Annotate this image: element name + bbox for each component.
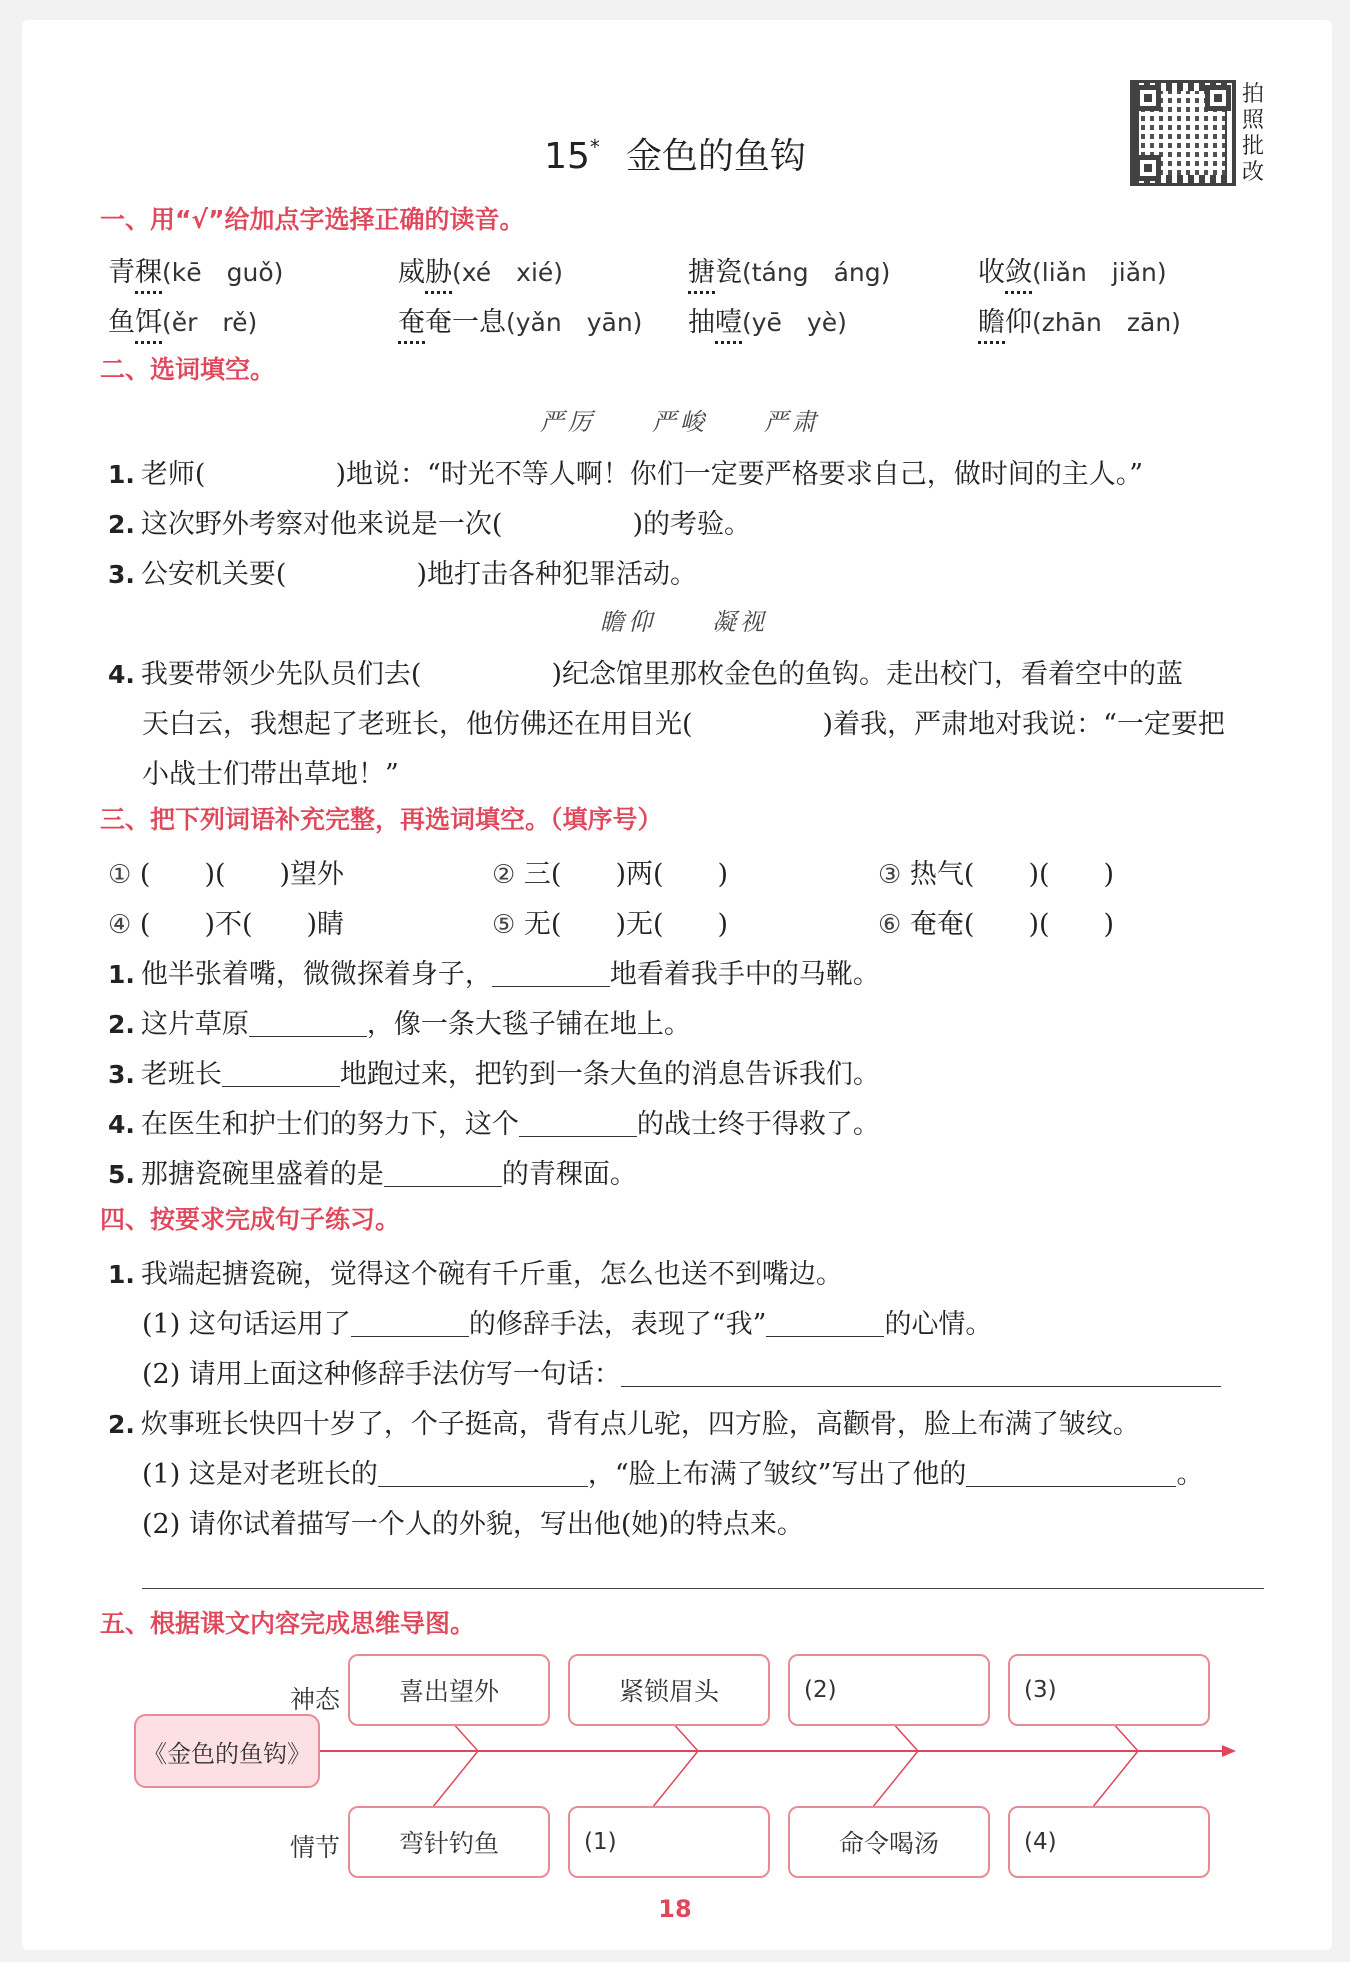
page-number: 18 <box>658 1895 692 1923</box>
idiom-question-5: 5. 那搪瓷碗里盛着的是 的青稞面。 <box>108 1159 637 1190</box>
answer-blank[interactable] <box>249 1011 367 1037</box>
answer-blank[interactable] <box>621 1361 1221 1387</box>
sentence-question-2b: (2) 请你试着描写一个人的外貌，写出他(她)的特点来。 <box>142 1509 804 1540</box>
word-bank-1: 严厉 严峻 严肃 <box>540 408 820 436</box>
mindmap-top-box-2: 紧锁眉头 <box>568 1654 770 1726</box>
fill-question-2: 2. 这次野外考察对他来说是一次( )的考验。 <box>108 509 751 540</box>
mindmap-bottom-box-2[interactable]: (1) <box>568 1806 770 1878</box>
pinyin-item[interactable]: 鱼饵(ěr rě) <box>108 307 258 338</box>
answer-blank[interactable] <box>378 1461 588 1487</box>
fill-question-3: 3. 公安机关要( )地打击各种犯罪活动。 <box>108 559 697 590</box>
mindmap-top-label: 神态 <box>290 1685 341 1714</box>
pinyin-item[interactable]: 收敛(liǎn jiǎn) <box>978 257 1167 288</box>
answer-blank[interactable] <box>351 1311 469 1337</box>
mindmap-bottom-label: 情节 <box>290 1833 341 1862</box>
idiom-item-6[interactable]: ⑥ 奄奄( )( ) <box>878 909 1115 940</box>
idiom-item-5[interactable]: ⑤ 无( )无( ) <box>492 909 729 940</box>
answer-blank[interactable] <box>966 1461 1176 1487</box>
idiom-item-4[interactable]: ④ ( )不( )睛 <box>108 909 345 940</box>
answer-blank[interactable] <box>519 1111 637 1137</box>
section-5-heading: 五、根据课文内容完成思维导图。 <box>100 1609 476 1638</box>
idiom-item-2[interactable]: ② 三( )两( ) <box>492 859 729 890</box>
sentence-question-1b: (2) 请用上面这种修辞手法仿写一句话： <box>142 1352 1221 1391</box>
mindmap-bottom-box-1: 弯针钓鱼 <box>348 1806 550 1878</box>
mindmap-top-box-1: 喜出望外 <box>348 1654 550 1726</box>
idiom-question-4: 4. 在医生和护士们的努力下，这个 的战士终于得救了。 <box>108 1109 880 1140</box>
answer-blank[interactable] <box>384 1161 502 1187</box>
answer-blank[interactable] <box>222 1061 340 1087</box>
section-4-heading: 四、按要求完成句子练习。 <box>100 1205 401 1234</box>
mindmap-bottom-box-4[interactable]: (4) <box>1008 1806 1210 1878</box>
mindmap-top-box-3[interactable]: (2) <box>788 1654 990 1726</box>
sentence-question-2a: (1) 这是对老班长的 ，“脸上布满了皱纹”写出了他的 。 <box>142 1459 1204 1490</box>
section-1-heading: 一、用“√”给加点字选择正确的读音。 <box>100 205 525 234</box>
qr-code-icon[interactable] <box>1130 80 1236 186</box>
answer-line[interactable] <box>142 1588 1264 1589</box>
idiom-item-3[interactable]: ③ 热气( )( ) <box>878 859 1115 890</box>
fill-question-4-cont: 天白云，我想起了老班长，他仿佛还在用目光( )着我，严肃地对我说：“一定要把 <box>142 709 1225 740</box>
idiom-question-3: 3. 老班长 地跑过来，把钓到一条大鱼的消息告诉我们。 <box>108 1059 880 1090</box>
pinyin-item[interactable]: 威胁(xé xié) <box>398 257 564 288</box>
sentence-question-2: 2. 炊事班长快四十岁了，个子挺高，背有点儿驼，四方脸，高颧骨，脸上布满了皱纹。 <box>108 1409 1140 1440</box>
mindmap-top-box-4[interactable]: (3) <box>1008 1654 1210 1726</box>
mindmap-center: 《金色的鱼钩》 <box>134 1714 320 1788</box>
fill-question-4: 4. 我要带领少先队员们去( )纪念馆里那枚金色的鱼钩。走出校门，看着空中的蓝 <box>108 659 1183 690</box>
pinyin-item[interactable]: 奄奄一息(yǎn yān) <box>398 307 643 338</box>
sentence-question-1a: (1) 这句话运用了 的修辞手法，表现了“我” 的心情。 <box>142 1309 993 1340</box>
fill-question-4-end: 小战士们带出草地！” <box>142 759 399 790</box>
pinyin-item[interactable]: 瞻仰(zhān zān) <box>978 307 1181 338</box>
section-2-heading: 二、选词填空。 <box>100 355 276 384</box>
pinyin-item[interactable]: 青稞(kē guǒ) <box>108 257 284 288</box>
answer-blank[interactable] <box>492 961 610 987</box>
idiom-question-1: 1. 他半张着嘴，微微探着身子， 地看着我手中的马靴。 <box>108 959 880 990</box>
section-3-heading: 三、把下列词语补充完整，再选词填空。（填序号） <box>100 805 663 834</box>
word-bank-2: 瞻仰 凝视 <box>600 608 768 636</box>
answer-blank[interactable] <box>766 1311 884 1337</box>
idiom-question-2: 2. 这片草原 ，像一条大毯子铺在地上。 <box>108 1009 691 1040</box>
lesson-mark: * <box>589 135 600 159</box>
fill-question-1: 1. 老师( )地说：“时光不等人啊！你们一定要严格要求自己，做时间的主人。” <box>108 459 1144 490</box>
lesson-name: 金色的鱼钩 <box>625 136 806 177</box>
pinyin-item[interactable]: 抽噎(yē yè) <box>688 307 847 338</box>
sentence-question-1: 1. 我端起搪瓷碗，觉得这个碗有千斤重，怎么也送不到嘴边。 <box>108 1259 843 1290</box>
lesson-number: 15 <box>544 136 590 177</box>
mindmap-bottom-box-3: 命令喝汤 <box>788 1806 990 1878</box>
idiom-item-1[interactable]: ① ( )( )望外 <box>108 859 345 890</box>
qr-label: 拍照批改 <box>1242 82 1265 185</box>
pinyin-item[interactable]: 搪瓷(táng áng) <box>688 257 891 288</box>
